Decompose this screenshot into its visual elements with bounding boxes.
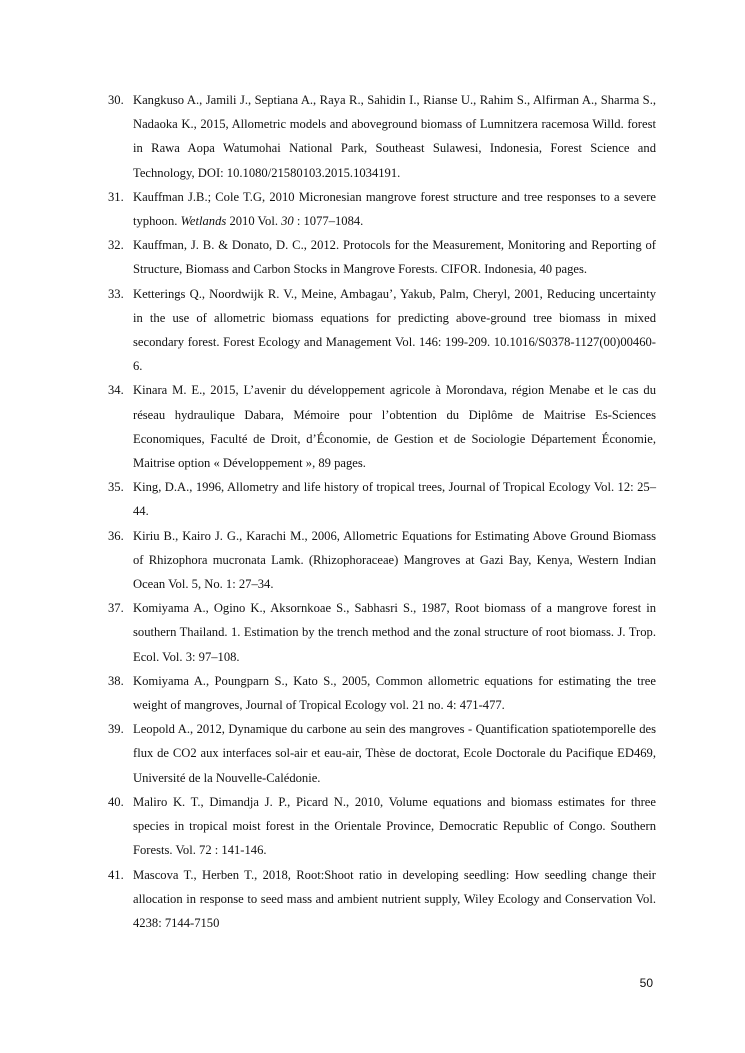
reference-text — [133, 190, 656, 228]
reference-item — [108, 475, 656, 523]
reference-item — [108, 524, 656, 597]
reference-item — [108, 669, 656, 717]
reference-text: Maliro K. T., Dimandja J. P., Picard N., 2010, Volume equations and biomass estimates for three species in tropical moist forest in the Orientale Province, Democratic Republic of Congo. Southern Forests. Vol. 72 : 141-146. — [133, 794, 656, 858]
reference-item — [108, 378, 656, 475]
reference-item — [108, 282, 656, 379]
reference-number: 30. — [108, 93, 124, 107]
reference-item — [108, 233, 656, 281]
reference-number: 41. — [108, 867, 124, 882]
reference-number: 34. — [108, 383, 124, 398]
reference-text: Ketterings Q., Noordwijk R. V., Meine, Ambagau’, Yakub, Palm, Cheryl, 2001, Reducing uncertainty in the use of allometric biomass equations for predicting above-ground tree biomass in mixed secondary forest. Forest Ecology and Management Vol. 146: 199-209. 10.1016/S0378-1127(00)00460-6. — [133, 286, 656, 374]
reference-number: 40. — [108, 794, 124, 809]
volume-number: 30 — [281, 214, 294, 229]
reference-number: 38. — [108, 673, 124, 688]
reference-text: Kinara M. E., 2015, L’avenir du développement agricole à Morondava, région Menabe et le cas du réseau hydraulique Dabara, Mémoire pour l’obtention du Diplôme de Maitrise Es-Sciences Economiques, Faculté de Droit, d’Économie, de Gestion et de Sociologie Département Économie, Maitrise option « Développement », 89 pages. — [133, 383, 656, 471]
reference-text: Kauffman, J. B. & Donato, D. C., 2012. Protocols for the Measurement, Monitoring and Reporting of Structure, Biomass and Carbon Stocks in Mangrove Forests. CIFOR. Indonesia, 40 pages. — [133, 238, 656, 277]
reference-text: Kiriu B., Kairo J. G., Karachi M., 2006, Allometric Equations for Estimating Above Ground Biomass of Rhizophora mucronata Lamk. (Rhizophoraceae) Mangroves at Gazi Bay, Kenya, Western Indian Ocean Vol. 5, No. 1: 27–34. — [133, 528, 656, 592]
reference-number: 32. — [108, 238, 124, 253]
reference-text: Mascova T., Herben T., 2018, Root:Shoot ratio in developing seedling: How seedling change their allocation in response to seed mass and ambient nutrient supply, Wiley Ecology and Conservation Vol. 4238: 7144-7150 — [133, 867, 656, 930]
reference-text: Kangkuso A., Jamili J., Septiana A., Raya R., Sahidin I., Rianse U., Rahim S., Alfirman A., Sharma S., Nadaoka K., 2015, Allometric models and aboveground biomass of Lumnitzera racemosa Willd. forest in Rawa Aopa Watumohai National Park, Southeast Sulawesi, Indonesia, Forest Science and Technology, DOI: 10.1080/21580103.2015.1034191. — [133, 93, 656, 180]
page-number: 50 — [639, 976, 653, 990]
journal-name: Wetlands — [180, 214, 227, 229]
reference-item — [108, 185, 656, 233]
reference-item — [108, 717, 656, 790]
reference-item — [108, 790, 656, 863]
reference-number: 39. — [108, 722, 124, 737]
reference-item — [108, 88, 656, 185]
reference-text: King, D.A., 1996, Allometry and life history of tropical trees, Journal of Tropical Ecology Vol. 12: 25–44. — [133, 480, 656, 519]
reference-list — [108, 88, 656, 935]
reference-number: 37. — [108, 601, 124, 616]
reference-text: Komiyama A., Ogino K., Aksornkoae S., Sabhasri S., 1987, Root biomass of a mangrove forest in southern Thailand. 1. Estimation by the trench method and the zonal structure of root biomass. J. Trop. Ecol. Vol. 3: 97–108. — [133, 601, 656, 664]
reference-text-part: : 1077–1084. — [293, 214, 364, 229]
reference-text: Leopold A., 2012, Dynamique du carbone au sein des mangroves - Quantification spatiotemporelle des flux de CO2 aux interfaces sol-air et eau-air, Thèse de doctorat, Ecole Doctorale du Pacifique ED469, Université de la Nouvelle-Calédonie. — [133, 722, 656, 785]
reference-number: 35. — [108, 480, 124, 495]
reference-number: 36. — [108, 528, 124, 543]
reference-item — [108, 596, 656, 669]
reference-text-part: 2010 Vol. — [226, 214, 282, 229]
reference-item — [108, 863, 656, 936]
reference-number: 33. — [108, 286, 124, 301]
reference-text: Komiyama A., Poungparn S., Kato S., 2005, Common allometric equations for estimating the tree weight of mangroves, Journal of Tropical Ecology vol. 21 no. 4: 471-477. — [133, 673, 656, 713]
reference-text-part: Kauffman J.B.; Cole T.G, 2010 Micronesian mangrove forest structure and tree responses to a severe typhoon. — [133, 189, 656, 229]
reference-number: 31. — [108, 189, 124, 204]
